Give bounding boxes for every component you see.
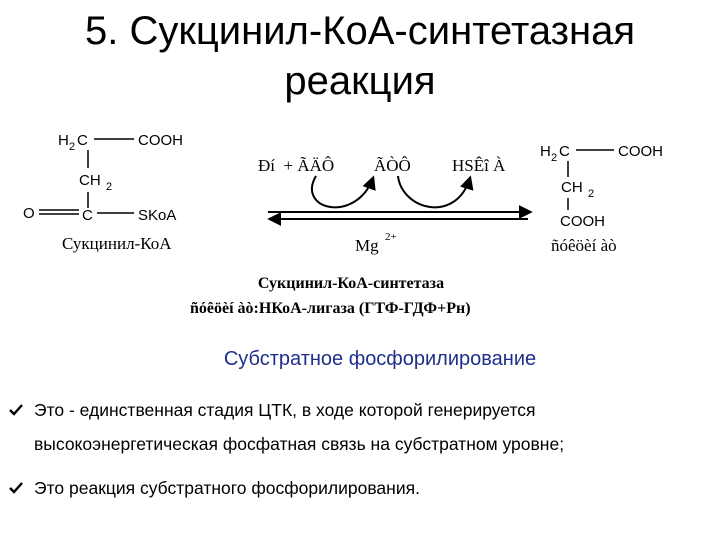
subtitle [0,348,720,371]
left-c2: C [82,207,93,224]
succinate-structure [540,143,663,230]
left-cooh: COOH [138,132,183,149]
right-molecule-name: ñóêöèí àò [551,236,617,255]
enzyme-name [0,275,711,293]
bullet-1-line-1: Это - единственная стадия ЦТК, в ходе которой генерируется [34,400,536,420]
slide-title-line1: 5. Сукцинил-КоА-синтетазная [85,9,635,53]
left-o: O [23,205,35,222]
curved-arrow-left [312,176,373,207]
left-h: H [58,132,69,149]
enzyme-systematic-name [40,300,720,318]
left-ch: CH [79,172,101,189]
right-ch: CH [561,179,583,196]
subtitle-text: Субстратное фосфорилирование [223,348,537,370]
reactants-text: Ðí + ÃÄÔ [258,156,335,175]
enzyme-line2: ñóêöèí àò:НКоА-лигаза (ГТФ-ГДФ+Рн) [190,300,471,317]
right-h: H [540,143,551,160]
left-molecule-name: Сукцинил-КоА [62,234,172,253]
left-ch-sub: 2 [106,181,113,193]
right-ch-sub: 2 [588,188,595,200]
bullet-item-1 [8,400,30,424]
checkmark-icon [8,400,30,424]
coa-text: HSÊî À [452,156,506,175]
enzyme-line1: Сукцинил-КоА-синтетаза [257,275,445,292]
slide-title-line2: реакция [284,59,436,103]
bullet-item-2 [8,478,30,502]
right-h-sub: 2 [551,152,558,164]
right-cooh-top: COOH [618,143,663,160]
curved-arrow-right [398,176,470,207]
right-cooh-bottom: COOH [560,213,605,230]
left-c1: C [77,132,88,149]
cofactor-charge: 2+ [385,231,397,243]
left-skoa: SKoA [138,207,177,224]
left-h-sub: 2 [69,141,76,153]
succinyl-coa-structure [23,132,183,224]
checkmark-icon [8,478,30,502]
bullet-2-line-1: Это реакция субстратного фосфорилирования. [34,478,420,498]
right-c1: C [559,143,570,160]
bullet-1-line-2: высокоэнергетическая фосфатная связь на субстратном уровне; [34,434,565,454]
cofactor-mg: Mg [355,236,379,255]
products-text: ÃÒÔ [374,156,411,175]
